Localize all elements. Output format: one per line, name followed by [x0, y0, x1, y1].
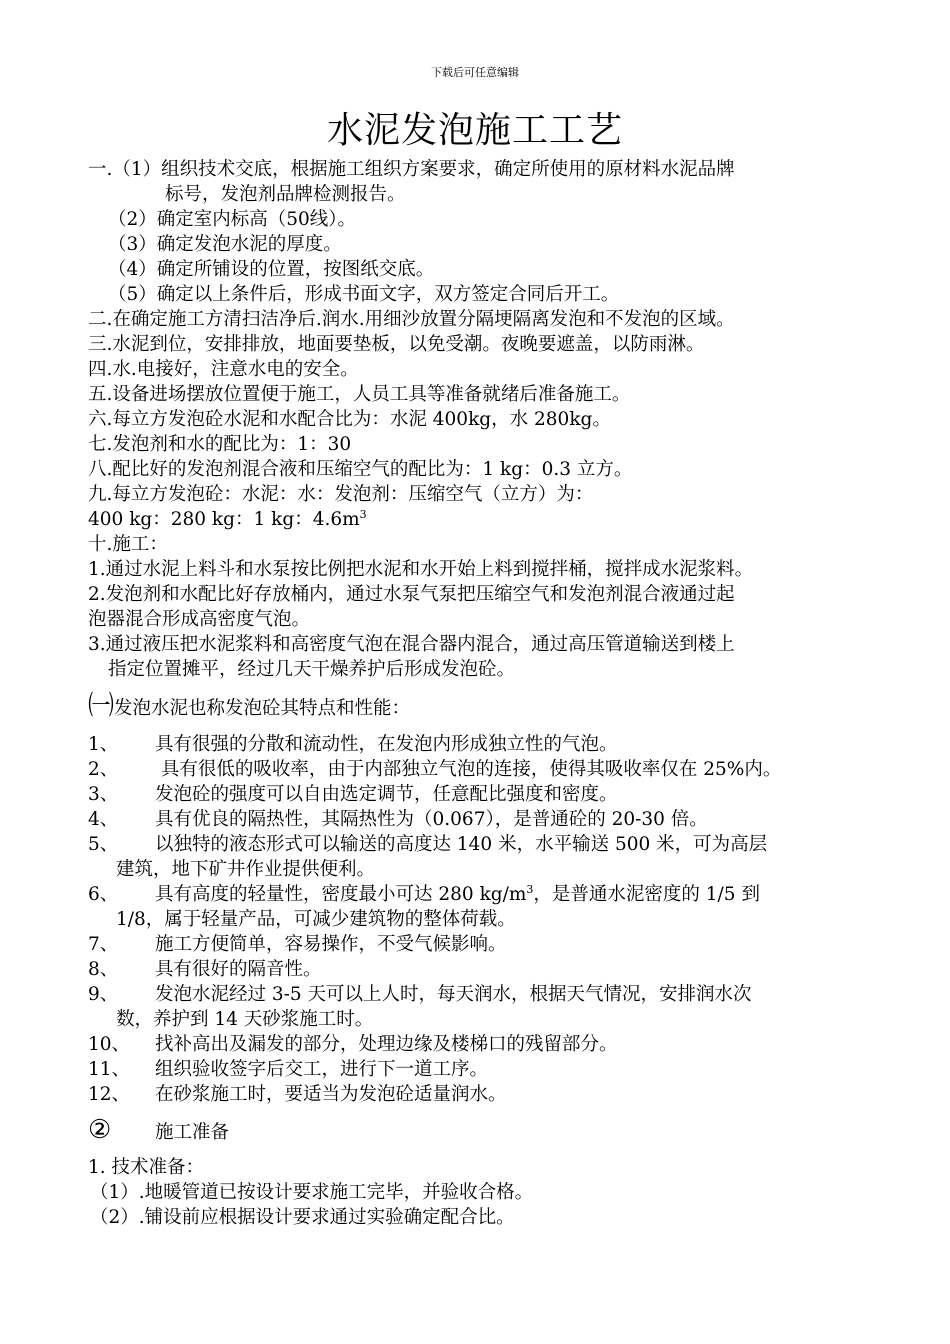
feature-item	[88, 882, 888, 907]
feature-number: 4、	[88, 809, 119, 830]
feature-number: 6、	[88, 884, 119, 905]
step-1-3: （3）确定发泡水泥的厚度。	[108, 234, 342, 255]
feature-item	[88, 807, 888, 832]
feature-item	[88, 782, 888, 807]
feature-number: 11、	[88, 1059, 131, 1080]
feature-text: 发泡水泥经过 3-5 天可以上人时，每天润水，根据天气情况，安排润水次	[155, 984, 752, 1005]
feature-text: 具有高度的轻量性，密度最小可达 280 kg/m	[155, 884, 527, 905]
feature-number: 2、	[88, 759, 119, 780]
section-1-mark: ㈠	[88, 691, 115, 721]
prep-item-2: （2）.铺设前应根据设计要求通过实验确定配合比。	[90, 1207, 515, 1228]
feature-text: 具有很好的隔音性。	[155, 959, 322, 980]
feature-number: 1、	[88, 734, 119, 755]
step-3: 三.水泥到位，安排排放，地面要垫板，以免受潮。夜晚要遮盖，以防雨淋。	[88, 334, 705, 355]
process-2-line-2: 泡器混合形成高密度气泡。	[88, 609, 311, 630]
step-1-line-1: 一.（1）组织技术交底，根据施工组织方案要求，确定所使用的原材料水泥品牌	[88, 159, 735, 180]
feature-text: 在砂浆施工时，要适当为发泡砼适量润水。	[155, 1084, 507, 1105]
process-3-line-2: 指定位置摊平，经过几天干燥养护后形成发泡砼。	[108, 659, 516, 680]
feature-number: 7、	[88, 934, 119, 955]
feature-continuation: 建筑，地下矿井作业提供便利。	[116, 859, 376, 880]
process-3-line-1: 3.通过液压把水泥浆料和高密度气泡在混合器内混合，通过高压管道输送到楼上	[88, 634, 735, 655]
feature-item	[88, 757, 888, 782]
superscript: 3	[526, 882, 534, 896]
step-6: 六.每立方发泡砼水泥和水配合比为：水泥 400kg，水 280kg。	[88, 409, 611, 430]
feature-text: 具有很低的吸收率，由于内部独立气泡的连接，使得其吸收率仅在 25%内。	[155, 759, 782, 780]
feature-text: 发泡砼的强度可以自由选定调节，任意配比强度和密度。	[155, 784, 618, 805]
step-5: 五.设备进场摆放位置便于施工，人员工具等准备就绪后准备施工。	[88, 384, 631, 405]
step-9: 九.每立方发泡砼：水泥：水：发泡剂：压缩空气（立方）为：	[88, 484, 594, 505]
step-2: 二.在确定施工方清扫洁净后.润水.用细沙放置分隔埂隔离发泡和不发泡的区域。	[88, 309, 735, 330]
superscript: 3	[359, 507, 367, 521]
section-2-mark: ②	[88, 1115, 112, 1145]
section-2-heading	[88, 1115, 888, 1145]
feature-item	[88, 1057, 888, 1082]
feature-item	[88, 932, 888, 957]
feature-continuation: 数，养护到 14 天砂浆施工时。	[116, 1009, 374, 1030]
section-1-heading	[88, 691, 888, 721]
feature-item	[88, 832, 888, 857]
feature-continuation: 1/8，属于轻量产品，可减少建筑物的整体荷载。	[116, 909, 516, 930]
document-title: 水泥发泡施工工艺	[326, 110, 623, 151]
feature-item	[88, 732, 888, 757]
feature-number: 9、	[88, 984, 119, 1005]
feature-item	[88, 982, 888, 1007]
feature-text: 组织验收签字后交工，进行下一道工序。	[155, 1059, 489, 1080]
feature-text: 具有很强的分散和流动性，在发泡内形成独立性的气泡。	[155, 734, 618, 755]
feature-number: 12、	[88, 1084, 131, 1105]
step-9-ratio	[88, 507, 888, 532]
step-7: 七.发泡剂和水的配比为：1：30	[88, 434, 352, 455]
step-9-ratio-text: 400 kg：280 kg：1 kg：4.6m	[88, 509, 360, 530]
process-1: 1.通过水泥上料斗和水泵按比例把水泥和水开始上料到搅拌桶，搅拌成水泥浆料。	[88, 559, 754, 580]
feature-text: 以独特的液态形式可以输送的高度达 140 米，水平输送 500 米，可为高层	[155, 834, 768, 855]
header-note: 下载后可任意编辑	[431, 66, 519, 79]
feature-number: 8、	[88, 959, 119, 980]
feature-item	[88, 1082, 888, 1107]
feature-item	[88, 1032, 888, 1057]
feature-number: 3、	[88, 784, 119, 805]
feature-text-tail: ，是普通水泥密度的 1/5 到	[533, 884, 760, 905]
prep-item-1: （1）.地暖管道已按设计要求施工完毕，并验收合格。	[90, 1182, 534, 1203]
step-1-4: （4）确定所铺设的位置，按图纸交底。	[108, 259, 435, 280]
section-1-title: 发泡水泥也称发泡砼其特点和性能：	[114, 698, 411, 719]
step-1-2: （2）确定室内标高（50线）。	[108, 209, 357, 230]
step-1-5: （5）确定以上条件后，形成书面文字，双方签定合同后开工。	[108, 284, 620, 305]
step-4: 四.水.电接好，注意水电的安全。	[88, 359, 359, 380]
feature-text: 施工方便简单，容易操作，不受气候影响。	[155, 934, 507, 955]
prep-heading: 1. 技术准备：	[88, 1157, 205, 1178]
step-1-line-2: 标号，发泡剂品牌检测报告。	[165, 184, 406, 205]
feature-text: 找补高出及漏发的部分，处理边缘及楼梯口的残留部分。	[155, 1034, 618, 1055]
section-2-title: 施工准备	[155, 1122, 230, 1143]
process-2-line-1: 2.发泡剂和水配比好存放桶内，通过水泵气泵把压缩空气和发泡剂混合液通过起	[88, 584, 735, 605]
feature-item	[88, 957, 888, 982]
feature-number: 10、	[88, 1034, 131, 1055]
feature-text: 具有优良的隔热性，其隔热性为（0.067），是普通砼的 20-30 倍。	[155, 809, 708, 830]
step-10: 十.施工：	[88, 534, 168, 555]
step-8: 八.配比好的发泡剂混合液和压缩空气的配比为：1 kg：0.3 立方。	[88, 459, 633, 480]
feature-number: 5、	[88, 834, 119, 855]
